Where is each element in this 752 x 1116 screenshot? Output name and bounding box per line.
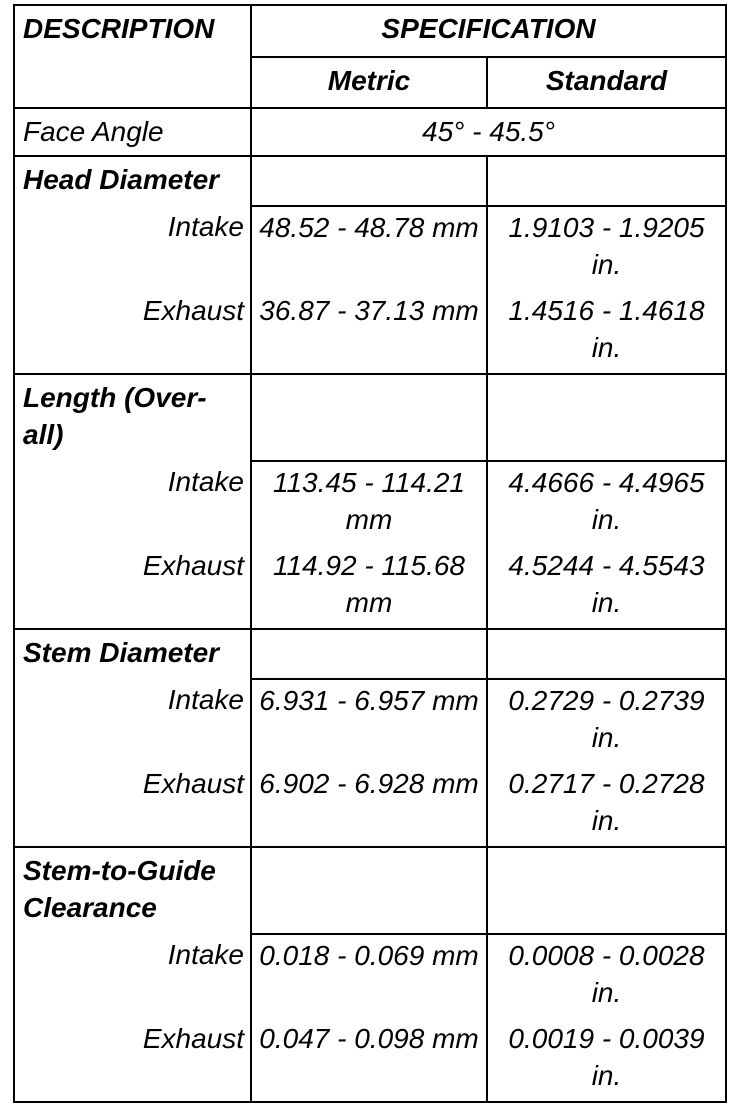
length-label: Length (Over-all) [14, 374, 251, 461]
stem-diameter-intake-standard: 0.2729 - 0.2739 in. [487, 679, 726, 763]
head-diameter-intake-label: Intake [14, 206, 251, 290]
description-header: DESCRIPTION [14, 5, 251, 108]
stem-diameter-exhaust-row [14, 763, 726, 847]
length-exhaust-label: Exhaust [14, 545, 251, 629]
clearance-metric-blank [251, 847, 487, 934]
length-intake-metric: 113.45 - 114.21 mm [251, 461, 487, 545]
head-diameter-intake-row [14, 206, 726, 290]
face-angle-label: Face Angle [14, 108, 251, 156]
length-intake-row [14, 461, 726, 545]
stem-diameter-intake-row [14, 679, 726, 763]
length-intake-label: Intake [14, 461, 251, 545]
stem-diameter-exhaust-standard: 0.2717 - 0.2728 in. [487, 763, 726, 847]
clearance-intake-metric: 0.018 - 0.069 mm [251, 934, 487, 1018]
clearance-exhaust-metric: 0.047 - 0.098 mm [251, 1018, 487, 1102]
head-diameter-intake-standard: 1.9103 - 1.9205 in. [487, 206, 726, 290]
face-angle-value: 45° - 45.5° [251, 108, 726, 156]
standard-header: Standard [487, 57, 726, 108]
clearance-label: Stem-to-Guide Clearance [14, 847, 251, 934]
valve-spec-table [13, 4, 727, 1103]
clearance-exhaust-standard: 0.0019 - 0.0039 in. [487, 1018, 726, 1102]
specification-header: SPECIFICATION [251, 5, 726, 57]
head-diameter-exhaust-metric: 36.87 - 37.13 mm [251, 290, 487, 374]
face-angle-row [14, 108, 726, 156]
clearance-intake-label: Intake [14, 934, 251, 1018]
head-diameter-exhaust-standard: 1.4516 - 1.4618 in. [487, 290, 726, 374]
length-exhaust-metric: 114.92 - 115.68 mm [251, 545, 487, 629]
stem-diameter-intake-metric: 6.931 - 6.957 mm [251, 679, 487, 763]
clearance-standard-blank [487, 847, 726, 934]
head-diameter-exhaust-row [14, 290, 726, 374]
stem-diameter-standard-blank [487, 629, 726, 679]
stem-diameter-exhaust-label: Exhaust [14, 763, 251, 847]
head-diameter-label: Head Diameter [14, 156, 251, 206]
head-diameter-metric-blank [251, 156, 487, 206]
length-exhaust-standard: 4.5244 - 4.5543 in. [487, 545, 726, 629]
clearance-intake-row [14, 934, 726, 1018]
stem-diameter-exhaust-metric: 6.902 - 6.928 mm [251, 763, 487, 847]
header-row [14, 5, 726, 57]
metric-header: Metric [251, 57, 487, 108]
head-diameter-row [14, 156, 726, 206]
stem-diameter-intake-label: Intake [14, 679, 251, 763]
stem-diameter-metric-blank [251, 629, 487, 679]
length-metric-blank [251, 374, 487, 461]
length-standard-blank [487, 374, 726, 461]
clearance-intake-standard: 0.0008 - 0.0028 in. [487, 934, 726, 1018]
stem-diameter-label: Stem Diameter [14, 629, 251, 679]
head-diameter-intake-metric: 48.52 - 48.78 mm [251, 206, 487, 290]
head-diameter-exhaust-label: Exhaust [14, 290, 251, 374]
clearance-row [14, 847, 726, 934]
length-exhaust-row [14, 545, 726, 629]
head-diameter-standard-blank [487, 156, 726, 206]
stem-diameter-row [14, 629, 726, 679]
length-row [14, 374, 726, 461]
clearance-exhaust-row [14, 1018, 726, 1102]
clearance-exhaust-label: Exhaust [14, 1018, 251, 1102]
length-intake-standard: 4.4666 - 4.4965 in. [487, 461, 726, 545]
